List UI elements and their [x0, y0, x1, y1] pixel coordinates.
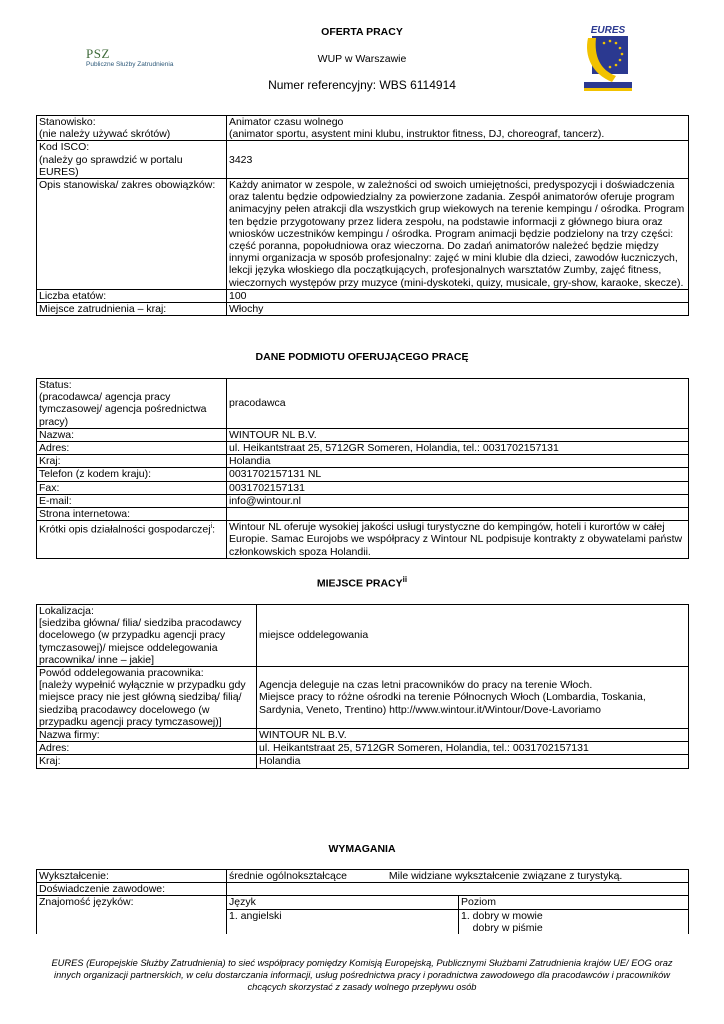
employer-name-label: Nazwa: — [37, 428, 227, 441]
footnote-marker: i — [210, 523, 213, 531]
email-label: E-mail: — [37, 494, 227, 507]
table-row — [37, 468, 689, 481]
table-row — [37, 494, 689, 507]
website-label: Strona internetowa: — [37, 508, 227, 521]
offer-table — [36, 115, 689, 316]
employer-country-label: Kraj: — [37, 455, 227, 468]
company-address-label: Adres: — [37, 742, 257, 755]
position-value: Animator czasu wolnego (animator sportu, asystent mini klubu, instruktor fitness, DJ, choreograf, tancerz). — [227, 116, 689, 141]
table-row — [37, 508, 689, 521]
delegation-reason-value: Agencja deleguje na czas letni pracowników do pracy na terenie Włoch. Miejsce pracy to różne ośrodki na terenie Północnych Włoch (Lombardia, Toskania, Sardynia, Veneto, Trentino) http://www.wintour.it/Wintour/Dove-Lavoriamo — [257, 667, 689, 729]
country-value: Włochy — [227, 303, 689, 316]
table-row — [37, 870, 689, 883]
table-row — [37, 289, 689, 302]
company-name-value: WINTOUR NL B.V. — [257, 729, 689, 742]
table-row — [37, 883, 689, 896]
page-title: OFERTA PRACY — [321, 26, 403, 38]
requirements-table — [36, 869, 689, 934]
location-label: Lokalizacja: [siedziba główna/ filia/ siedziba pracodawcy docelowego (w przypadku agencji pracy tymczasowej)/ miejsce oddelegowania pracownika/ inne – jakie] — [37, 605, 257, 667]
table-row — [37, 755, 689, 768]
table-row — [37, 481, 689, 494]
languages-label: Znajomość języków: — [37, 896, 227, 934]
email-value: info@wintour.nl — [227, 494, 689, 507]
education-value: średnie ogólnokształcące Mile widziane wykształcenie związane z turystyką. — [227, 870, 689, 883]
experience-label: Doświadczenie zawodowe: — [37, 883, 227, 896]
workplace-heading: MIEJSCE PRACY$^{ii}$ — [316, 575, 408, 590]
business-description-value: Wintour NL oferuje wysokiej jakości usługi turystyczne do kempingów, hoteli i kurortów w całej Europie. Samac Eurojobs we współpracy z Wintour NL podpisuje kontrakty z obywatelami państw członkowskich spoza Holandii. — [227, 521, 689, 559]
company-country-value: Holandia — [257, 755, 689, 768]
education-label: Wykształcenie: — [37, 870, 227, 883]
company-country-label: Kraj: — [37, 755, 257, 768]
company-address-value: ul. Heikantstraat 25, 5712GR Someren, Holandia, tel.: 0031702157131 — [257, 742, 689, 755]
footnote-marker: ii — [402, 575, 408, 584]
country-label: Miejsce zatrudnienia – kraj: — [37, 303, 227, 316]
reference-number: Numer referencyjny: WBS 6114914 — [268, 78, 456, 92]
eures-logo — [582, 22, 634, 92]
phone-label: Telefon (z kodem kraju): — [37, 468, 227, 481]
table-row — [37, 179, 689, 290]
education-note: Mile widziane wykształcenie związane z turystyką. — [388, 870, 623, 882]
psz-logo-subtext: Publiczne Służby Zatrudnienia — [86, 61, 174, 68]
employer-country-value: Holandia — [227, 455, 689, 468]
positions-count-label: Liczba etatów: — [37, 289, 227, 302]
isco-value: 3423 — [227, 141, 689, 179]
eures-logo-text: EURES — [590, 25, 626, 36]
isco-label: Kod ISCO: (należy go sprawdzić w portalu EURES) — [37, 141, 227, 179]
location-value: miejsce oddelegowania — [257, 605, 689, 667]
language-value: 1. angielski — [227, 909, 459, 934]
employer-address-value: ul. Heikantstraat 25, 5712GR Someren, Holandia, tel.: 0031702157131 — [227, 442, 689, 455]
requirements-heading: WYMAGANIA — [328, 843, 396, 855]
language-column-header: Język — [227, 896, 459, 909]
table-row — [37, 428, 689, 441]
phone-value: 0031702157131 NL — [227, 468, 689, 481]
table-row — [37, 303, 689, 316]
table-row — [37, 116, 689, 141]
workplace-table — [36, 604, 689, 769]
table-row — [37, 729, 689, 742]
office-name: WUP w Warszawie — [317, 53, 407, 65]
footer-note: EURES (Europejskie Służby Zatrudnienia) to sieć współpracy pomiędzy Komisją Europejską, Publicznymi Służbami Zatrudnienia krajów UE/ EOG oraz innych organizacji partnerskich, w celu dostarczania informacji, usług pośrednictwa pracy i poradnictwa zawodowego dla pracodawców i pracowników chcących skorzystać z zasady wolnego przepływu osób — [51, 958, 673, 992]
table-row — [37, 141, 689, 179]
employer-name-value: WINTOUR NL B.V. — [227, 428, 689, 441]
table-row — [37, 742, 689, 755]
description-label: Opis stanowiska/ zakres obowiązków: — [37, 179, 227, 290]
employer-table — [36, 378, 689, 559]
table-row — [37, 442, 689, 455]
description-value: Każdy animator w zespole, w zależności od swoich umiejętności, predyspozycji i doświadczenia oraz talentu będzie odpowiedzialny za powierzone zadania. Zespół animatorów oferuje program animacyjny pełen atrakcji dla wszystkich grup wiekowych na terenie kempingu / ośrodka. Program ten będzie przygotowany przez lidera zespołu, na podstawie informacji z głównego biura oraz wniosków uczestników kempingu / ośrodka. Program animacji będzie podzielony na trzy części: część poranna, popołudniowa oraz wieczorna. Do zadań animatorów należeć będzie między innymi organizacja w sposób profesjonalny: zajęć w mini klubie dla dzieci, zawodów łuczniczych, lekcji języka włoskiego dla początkujących, profesjonalnych warsztatów Zumby, zajęć fitness, wieczornych występów przy muzyce (mini-dyskoteki, quizy, musicale, gry-show, karaoke, skecze). — [227, 179, 689, 290]
company-name-label: Nazwa firmy: — [37, 729, 257, 742]
experience-value — [227, 883, 689, 896]
level-column-header: Poziom — [459, 896, 689, 909]
position-label: Stanowisko: (nie należy używać skrótów) — [37, 116, 227, 141]
level-value: 1. dobry w mowie dobry w piśmie — [459, 909, 689, 934]
employer-address-label: Adres: — [37, 442, 227, 455]
table-row — [37, 379, 689, 429]
business-description-label: Krótki opis działalności gospodarczej$^i$: — [37, 521, 227, 559]
table-row — [37, 521, 689, 559]
website-value — [227, 508, 689, 521]
delegation-reason-label: Powód oddelegowania pracownika: [należy wypełnić wyłącznie w przypadku gdy miejsce pracy nie jest główną siedzibą/ filią/ siedzibą pracodawcy docelowego (w przypadku agencji pracy tymczasowej)] — [37, 667, 257, 729]
fax-label: Fax: — [37, 481, 227, 494]
table-row — [37, 605, 689, 667]
table-row — [37, 455, 689, 468]
positions-count-value: 100 — [227, 289, 689, 302]
table-row — [37, 896, 689, 909]
table-row — [37, 667, 689, 729]
status-label: Status: (pracodawca/ agencja pracy tymczasowej/ agencja pośrednictwa pracy) — [37, 379, 227, 429]
status-value: pracodawca — [227, 379, 689, 429]
psz-logo-text: PSZ — [86, 46, 110, 61]
fax-value: 0031702157131 — [227, 481, 689, 494]
employer-heading: DANE PODMIOTU OFERUJĄCEGO PRACĘ — [255, 351, 469, 363]
